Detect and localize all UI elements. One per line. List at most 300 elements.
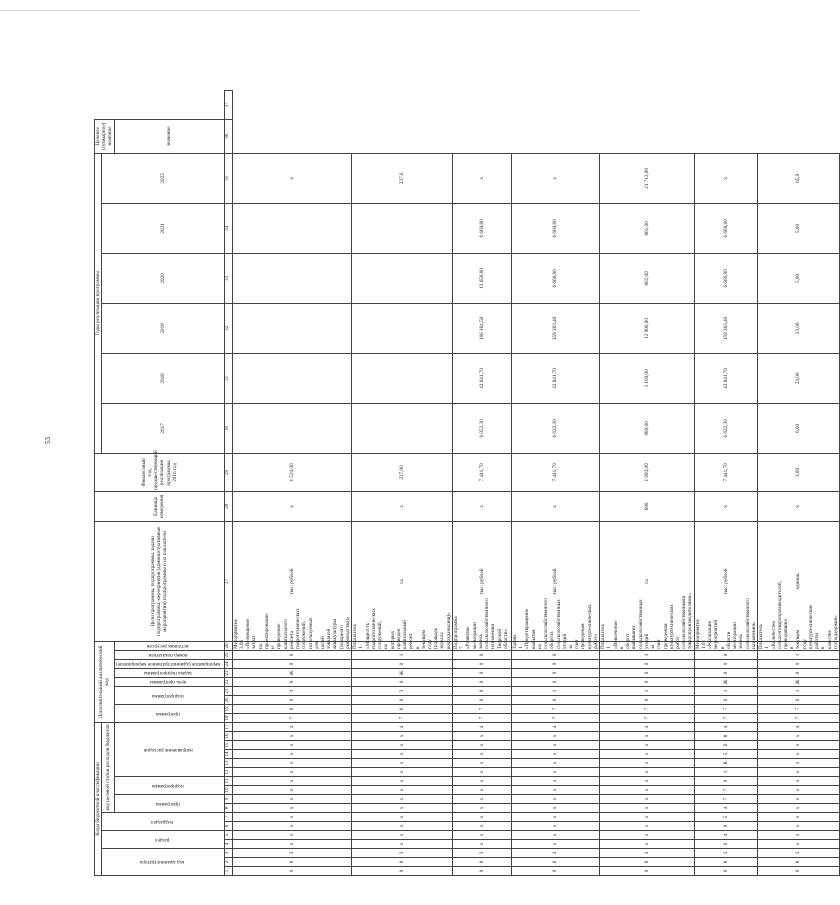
column-number: 29 [224, 453, 232, 491]
code-cell: 0 [694, 867, 757, 876]
year-value-cell: 3,00 [758, 453, 840, 491]
column-number: 20 [225, 697, 231, 703]
code-cell: 5 [694, 750, 757, 759]
code-cell: 3 [758, 849, 840, 858]
target-value-cell: 237,0 [352, 153, 453, 203]
target-value-cell: х [694, 153, 757, 203]
unit-cell: тыс. рублей [511, 521, 599, 641]
year-value-cell [232, 203, 351, 253]
header-target: Целевое (суммарное) значение [95, 119, 115, 153]
code-cell: 7 [758, 705, 840, 714]
column-number: 31 [224, 353, 232, 403]
header-activity [114, 660, 224, 669]
name-cell: Показатель 1 «Мощность гидротехнических сооружений, на которых проведен капитальный ремонт в текущем году (площадь зеркала водохранилищ)» [352, 608, 452, 649]
code-cell: Ж [758, 678, 840, 687]
code-cell: х [600, 768, 695, 777]
header-subsection [102, 813, 224, 831]
code-cell: 0 [694, 669, 757, 678]
code-cell: х [600, 741, 695, 750]
code-cell: 8 [452, 858, 511, 867]
code-cell: х [352, 741, 453, 750]
table-body [232, 91, 839, 876]
code-cell: 8 [694, 732, 757, 741]
header-program2-label: программа [156, 710, 180, 717]
column-number: 3 [224, 849, 232, 858]
code-cell: х [600, 786, 695, 795]
unit-cell: га [600, 521, 695, 641]
column-number: 5 [224, 831, 232, 840]
code-cell: 7 [600, 705, 695, 714]
code-cell: 4 [511, 723, 599, 732]
column-number: 35 [224, 153, 232, 203]
code-cell: х [232, 732, 351, 741]
financial-year-cell: х [511, 491, 599, 521]
column-number: 9 [224, 795, 232, 804]
code-cell: х [232, 822, 351, 831]
code-cell: х [758, 822, 840, 831]
code-cell: х [758, 768, 840, 777]
code-cell: х [600, 795, 695, 804]
name-cell: Показатель 1 «Вовлечение в оборот выбывших сельскохозяйственных угодий за счет проведения культуртехнических работ сельскохозяйственными товаропроизводителями» [600, 593, 694, 649]
code-cell: 0 [352, 660, 453, 669]
header-activity-label: мероприятие (административное мероприятие) [115, 661, 221, 667]
code-cell: х [452, 822, 511, 831]
code-cell: х [352, 840, 453, 849]
header-section [102, 831, 224, 849]
table-row [352, 91, 453, 876]
column-number: 12 [225, 769, 231, 775]
code-cell: х [232, 768, 351, 777]
code-cell: х [600, 750, 695, 759]
code-cell: х [232, 777, 351, 786]
target-value-cell: 21 712,00 [600, 153, 695, 203]
code-cell: х [600, 813, 695, 822]
code-cell: 7 [511, 714, 599, 723]
unit-cell: единиц [758, 521, 840, 641]
year-value-cell: 43 841,70 [694, 353, 757, 403]
financial-year-cell: х [758, 491, 840, 521]
column-number: 19 [225, 706, 231, 712]
column-number: 13 [225, 760, 231, 766]
code-cell: х [352, 795, 453, 804]
year-value-cell: 23,00 [758, 353, 840, 403]
header-row-1 [95, 91, 102, 876]
code-cell: 7 [452, 705, 511, 714]
year-value-cell [352, 303, 453, 353]
year-value-cell: 6 660,80 [511, 203, 599, 253]
header-goal [114, 678, 224, 687]
code-cell: 4 [694, 804, 757, 813]
code-cell: х [758, 804, 840, 813]
year-value-cell: 6 052,30 [452, 403, 511, 453]
code-cell: 0 [452, 660, 511, 669]
year-value-cell: 159 383,40 [511, 303, 599, 353]
code-cell: х [232, 840, 351, 849]
header-additional-code: Дополнительный аналитический код [95, 641, 115, 722]
name-cell: Задача 1 «Предотвращение выбытия из сельскохозяйственного оборота сельскохозяйственных угодий за счет проведения культуртехнических работ» [511, 598, 599, 649]
code-cell: х [758, 840, 840, 849]
header-goal-label: цель программы [149, 679, 187, 685]
name-cell: Мероприятие 1.01 «Реализация мероприятий в области мелиорации земель сельскохозяйственного назначения» [694, 598, 757, 649]
header-year-2018: 2018 [102, 353, 224, 403]
column-number: 24 [225, 661, 231, 667]
code-cell: 4 [452, 723, 511, 732]
code-cell: 4 [232, 723, 351, 732]
code-cell: 0 [511, 669, 599, 678]
code-cell: х [352, 831, 453, 840]
code-cell: х [511, 795, 599, 804]
code-cell: 4 [758, 723, 840, 732]
program-table [94, 90, 840, 876]
code-cell: 0 [600, 696, 695, 705]
financial-year-cell: х [452, 491, 511, 521]
code-cell: 0 [452, 696, 511, 705]
code-cell: 8 [232, 858, 351, 867]
code-cell: 8 [511, 858, 599, 867]
code-cell: 3 [600, 849, 695, 858]
code-cell: 3 [694, 849, 757, 858]
column-number: 30 [224, 403, 232, 453]
code-cell: 0 [694, 840, 757, 849]
code-cell: 1 [352, 651, 453, 660]
code-cell: 0 [600, 669, 695, 678]
code-cell: 4 [694, 831, 757, 840]
year-value-cell: 861,00 [600, 203, 695, 253]
year-value-cell [232, 253, 351, 303]
code-cell: 0 [694, 660, 757, 669]
header-admin-label: код администратора [139, 859, 184, 866]
column-number: 36 [224, 119, 232, 153]
unit-cell: тыс. рублей [232, 521, 351, 641]
year-value-cell: 6 632,30 [511, 403, 599, 453]
code-cell: 3 [232, 687, 351, 696]
year-value-cell: 237,00 [352, 453, 453, 491]
code-cell: 8 [600, 858, 695, 867]
header-subprogram2 [114, 687, 224, 705]
code-cell: 0 [452, 867, 511, 876]
unit-cell: тыс. рублей [694, 521, 757, 641]
code-cell: 6 [232, 678, 351, 687]
column-number: 17 [225, 724, 231, 730]
code-cell: 0 [694, 777, 757, 786]
code-cell: 0 [232, 651, 351, 660]
table-row [600, 91, 695, 876]
code-cell: 0 [511, 660, 599, 669]
code-cell: 0 [758, 867, 840, 876]
header-subprogram [114, 777, 224, 795]
column-number: 14 [225, 751, 231, 757]
year-value-cell: 7 441,70 [694, 453, 757, 491]
code-cell: 7 [600, 714, 695, 723]
column-number: 2 [224, 858, 232, 867]
year-value-cell: 6 660,80 [511, 253, 599, 303]
code-cell: 0 [600, 660, 695, 669]
code-cell: х [452, 732, 511, 741]
code-cell: 1 [600, 687, 695, 696]
column-number: 7 [224, 813, 232, 822]
code-cell: 0 [232, 696, 351, 705]
header-value: значение [114, 119, 224, 153]
code-cell: 0 [758, 696, 840, 705]
table-row [694, 91, 757, 876]
code-cell: 0 [600, 678, 695, 687]
code-cell: х [511, 831, 599, 840]
column-number: 15 [225, 742, 231, 748]
code-cell: 7 [694, 714, 757, 723]
column-number: 4 [224, 840, 232, 849]
code-cell: 0 [511, 696, 599, 705]
code-cell: 4 [600, 723, 695, 732]
code-cell: х [452, 831, 511, 840]
target-value-cell: 65,0 [758, 153, 840, 203]
code-cell: 7 [511, 705, 599, 714]
year-value-cell: 6 632,30 [694, 403, 757, 453]
header-year-2020: 2020 [102, 253, 224, 303]
code-cell: 8 [694, 858, 757, 867]
code-cell: Ж [352, 669, 453, 678]
code-cell: х [232, 741, 351, 750]
code-cell: х [600, 777, 695, 786]
code-cell: х [758, 750, 840, 759]
financial-year-cell: х [352, 491, 453, 521]
name-cell: Показатель 1 «Количество сельхозтоваропроизводителей, проводивших в текущем году культуртехнические работы в качестве господдержки» [758, 581, 839, 649]
code-cell: х [232, 786, 351, 795]
code-cell: 7 [452, 714, 511, 723]
column-number: 10 [225, 787, 231, 793]
code-cell: 6 [352, 705, 453, 714]
column-number: 34 [224, 203, 232, 253]
year-value-cell [352, 353, 453, 403]
table-row [232, 91, 351, 876]
header-budget-codes: Коды бюджетной классификации [95, 723, 102, 876]
code-cell: 0 [452, 669, 511, 678]
financial-year-cell: х [232, 491, 351, 521]
header-year-2021: 2021 [102, 203, 224, 253]
code-cell: 1 [694, 768, 757, 777]
header-task-label: задача подпрограммы [143, 670, 193, 676]
code-cell: 0 [352, 867, 453, 876]
code-cell: 3 [511, 849, 599, 858]
code-cell: 0 [352, 696, 453, 705]
code-cell: х [452, 741, 511, 750]
year-value-cell: 5,00 [758, 203, 840, 253]
year-value-cell: 166 184,50 [452, 303, 511, 353]
column-number: 22 [225, 679, 231, 685]
code-cell: х [511, 741, 599, 750]
header-years: Годы реализации программы [95, 153, 102, 453]
code-cell: 0 [511, 651, 599, 660]
header-year-2022: 2022 [102, 153, 224, 203]
column-number: 23 [225, 670, 231, 676]
year-value-cell: 43 841,70 [452, 353, 511, 403]
code-cell: х [452, 750, 511, 759]
code-cell: х [758, 813, 840, 822]
target-value-cell: х [452, 153, 511, 203]
header-direction-label: направление расходов [143, 746, 193, 753]
code-cell: х [758, 786, 840, 795]
code-cell: х [452, 786, 511, 795]
year-value-cell [352, 203, 453, 253]
code-cell: х [452, 795, 511, 804]
target-value-cell: х [232, 153, 351, 203]
header-direction [114, 723, 224, 777]
code-cell: 0 [694, 822, 757, 831]
year-value-cell: 3 100,00 [600, 353, 695, 403]
code-cell: 1 [758, 687, 840, 696]
code-cell: х [232, 813, 351, 822]
column-number: 26 [224, 641, 232, 650]
name-cell: Мероприятие 3.06 «Возмещение затрат на проектирование и проведение капитального ремонта гидротехнических сооружений, используемых для целей товарной аквакультуры (товарного рыбоводства)» [232, 608, 351, 649]
rotated-table-sheet [94, 90, 839, 876]
code-cell: 0 [758, 669, 840, 678]
header-indicator-label: номер показателя [148, 652, 188, 658]
unit-cell: тыс. рублей [452, 521, 511, 641]
code-cell: х [758, 741, 840, 750]
code-cell: х [452, 759, 511, 768]
year-value-cell: 6 660,80 [452, 203, 511, 253]
code-cell: 7 [694, 795, 757, 804]
code-cell: Ж [232, 669, 351, 678]
code-cell: х [758, 759, 840, 768]
code-cell: х [511, 804, 599, 813]
code-cell: 1 [511, 687, 599, 696]
column-number: 33 [224, 253, 232, 303]
code-cell: х [511, 759, 599, 768]
year-value-cell: 1 093,00 [600, 453, 695, 491]
financial-year-cell: 690 [600, 491, 695, 521]
code-cell: 8 [758, 858, 840, 867]
year-value-cell: 980,00 [600, 403, 695, 453]
year-value-cell: 1 524,00 [232, 453, 351, 491]
code-cell: х [758, 777, 840, 786]
table-row [452, 91, 511, 876]
header-program-label: программа [156, 800, 180, 807]
code-cell: 0 [600, 867, 695, 876]
code-cell: х [600, 831, 695, 840]
code-cell: 1 [758, 651, 840, 660]
code-cell: 3 [352, 849, 453, 858]
column-number: 6 [224, 822, 232, 831]
column-number: 37 [224, 91, 232, 120]
year-value-cell: 12 900,00 [600, 303, 695, 353]
code-cell: х [232, 831, 351, 840]
year-value-cell: 6 660,80 [694, 253, 757, 303]
code-cell: 6 [694, 741, 757, 750]
code-cell: 6 [232, 705, 351, 714]
year-value-cell: 23,00 [758, 303, 840, 353]
name-cell: Подпрограмма 7 «Развитие мелиорации земель сельскохозяйственного назначения Тверской области» [452, 641, 511, 650]
header-source-label: источник ресурсов [147, 643, 189, 649]
code-cell: х [511, 786, 599, 795]
column-number: 18 [225, 715, 231, 721]
code-cell: 0 [694, 696, 757, 705]
column-number: 1 [224, 867, 232, 876]
code-cell: 7 [352, 714, 453, 723]
code-cell: х [452, 804, 511, 813]
code-cell: х [232, 759, 351, 768]
unit-cell: га [352, 521, 453, 641]
code-cell: 0 [511, 867, 599, 876]
header-subprogram-label: подпрограмма [152, 782, 184, 789]
column-number: 32 [224, 303, 232, 353]
code-cell: х [600, 759, 695, 768]
header-program [114, 795, 224, 813]
year-value-cell [232, 353, 351, 403]
code-cell: 0 [758, 660, 840, 669]
header-target-article: код целевой статьи расходов бюджетов [102, 723, 114, 813]
year-value-cell: 861,00 [600, 253, 695, 303]
code-cell: 0 [232, 867, 351, 876]
code-cell: х [511, 768, 599, 777]
column-number: 27 [224, 521, 232, 641]
code-cell: х [600, 840, 695, 849]
year-value-cell: 159 383,40 [694, 303, 757, 353]
code-cell: х [352, 768, 453, 777]
header-year-2019: 2019 [102, 303, 224, 353]
code-cell: 4 [694, 723, 757, 732]
code-cell: х [352, 822, 453, 831]
column-number: 16 [225, 733, 231, 739]
code-cell: Ж [694, 678, 757, 687]
column-number: 28 [224, 491, 232, 521]
header-section-label: раздел [154, 836, 170, 843]
code-cell: 1 [600, 651, 695, 660]
code-cell: х [758, 732, 840, 741]
header-source [114, 641, 224, 650]
year-value-cell [232, 303, 351, 353]
code-cell: х [352, 777, 453, 786]
year-value-cell [352, 403, 453, 453]
target-value-cell: х [511, 153, 599, 203]
code-cell: х [352, 786, 453, 795]
column-number-row [224, 91, 232, 876]
header-unit: Единица измерения [95, 491, 225, 521]
header-financial-year: Финансовый год, предшествующий реализации программы, 2016 год [95, 453, 225, 491]
code-cell: 1 [694, 687, 757, 696]
header-indicator [114, 651, 224, 660]
year-value-cell: 6,00 [758, 403, 840, 453]
code-cell: х [758, 831, 840, 840]
code-cell: х [452, 768, 511, 777]
code-cell: 7 [694, 786, 757, 795]
year-value-cell: 5,00 [758, 253, 840, 303]
header-year-2017: 2017 [102, 403, 224, 453]
code-cell: х [452, 777, 511, 786]
code-cell: 0 [452, 678, 511, 687]
column-number: 11 [224, 777, 232, 786]
code-cell: х [452, 840, 511, 849]
table-row [758, 91, 840, 876]
code-cell: х [232, 795, 351, 804]
year-value-cell: 43 841,70 [511, 353, 599, 403]
financial-year-cell: х [694, 491, 757, 521]
code-cell: х [511, 750, 599, 759]
code-cell: R [694, 759, 757, 768]
code-cell: 0 [232, 660, 351, 669]
header-subsection-label: подраздел [150, 818, 173, 825]
page-number: 53 [44, 437, 52, 444]
code-cell: х [511, 732, 599, 741]
code-cell: х [452, 813, 511, 822]
code-cell: х [511, 822, 599, 831]
code-cell: 6 [352, 678, 453, 687]
code-cell: х [232, 804, 351, 813]
code-cell: х [352, 759, 453, 768]
code-cell: 4 [352, 723, 453, 732]
year-value-cell: 7 441,70 [452, 453, 511, 491]
code-cell: х [600, 822, 695, 831]
column-number: 8 [224, 804, 232, 813]
